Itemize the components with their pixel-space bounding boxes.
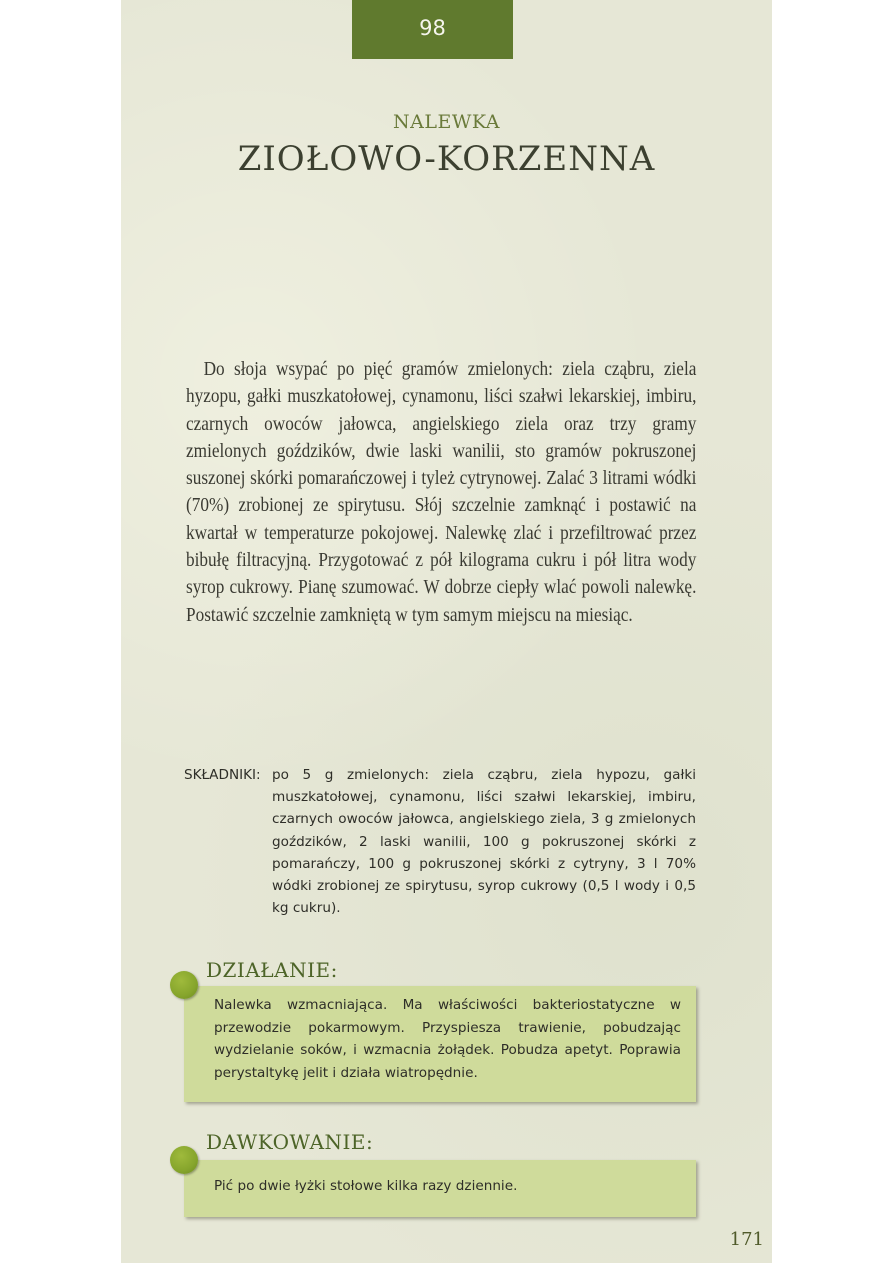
section-bullet-icon [170, 1146, 198, 1174]
ingredients-label: SKŁADNIKI: [184, 767, 261, 783]
section-heading-dosage: DAWKOWANIE: [206, 1130, 374, 1154]
recipe-number-tab [352, 0, 513, 59]
section-box-dosage [184, 1160, 696, 1217]
page-number: 171 [729, 1229, 764, 1250]
recipe-kicker: NALEWKA [392, 111, 500, 133]
recipe-number: 98 [419, 16, 446, 40]
section-text-action: Nalewka wzmacniająca. Ma właściwości bakteriostatyczne w przewodzie pokarmowym. Przyspiesza trawienie, pobudzając wydzielanie soków, i wzmacnia żołądek. Pobudza apetyt. Poprawia perystaltykę jelit i działa wiatropędnie. [214, 997, 681, 1081]
section-text-dosage: Pić po dwie łyżki stołowe kilka razy dziennie. [214, 1178, 518, 1194]
ingredients-text: po 5 g zmielonych: ziela cząbru, ziela hypozu, gałki muszkatołowej, cynamonu, liści szałwi lekarskiej, imbiru, czarnych owoców jałowca, angielskiego ziela, 3 g zmielonych goździków, 2 laski wanilii, 100 g pokruszonej skórki z pomarańczy, 100 g pokruszonej skórki z cytryny, 3 l 70% wódki zrobionej ze spirytusu, syrop cukrowy (0,5 l wody i 0,5 kg cukru). [272, 767, 696, 917]
recipe-title: ZIOŁOWO-KORZENNA [237, 139, 656, 179]
book-page [121, 0, 772, 1263]
section-heading-action: DZIAŁANIE: [206, 958, 338, 982]
method-paragraph: Do słoja wsypać po pięć gramów zmielonych: ziela cząbru, ziela hyzopu, gałki muszkatołowej, cynamonu, liści szałwi lekarskiej, imbiru, czarnych owoców jałowca, angielskiego ziela oraz trzy gramy zmielonych goździków, dwie laski wanilii, sto gramów pokruszonej suszonej skórki pomarańczowej i tyleż cytrynowej. Zalać 3 litrami wódki (70%) zrobionej ze spirytusu. Słój szczelnie zamknąć i postawić na kwartał w temperaturze pokojowej. Nalewkę zlać i przefiltrować przez bibułę filtracyjną. Przygotować z pół kilograma cukru i pół litra wody syrop cukrowy. Pianę szumować. W dobrze ciepły wlać powoli nalewkę. Postawić szczelnie zamkniętą w tym samym miejscu na miesiąc. [186, 359, 697, 626]
section-bullet-icon [170, 971, 198, 999]
section-box-action [184, 986, 696, 1102]
ingredients-block [184, 764, 704, 919]
